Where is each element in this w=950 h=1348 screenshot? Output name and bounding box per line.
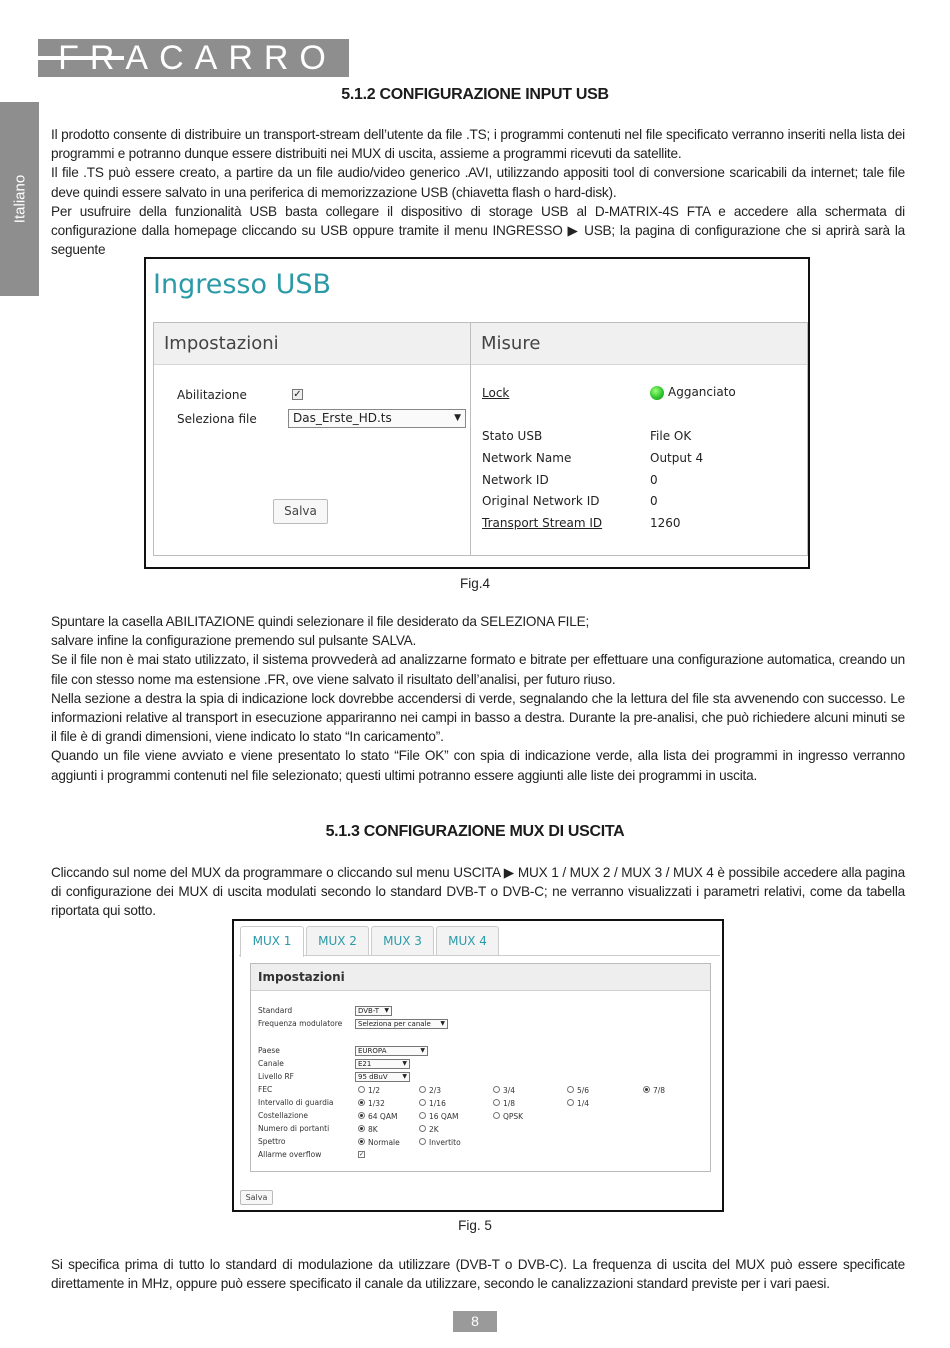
constellation-radio[interactable]: [419, 1112, 426, 1119]
guard-option: 1/16: [429, 1099, 446, 1108]
spectrum-option: Invertito: [429, 1138, 461, 1147]
fec-radio[interactable]: [493, 1086, 500, 1093]
section-heading-usb: 5.1.2 CONFIGURAZIONE INPUT USB: [341, 86, 609, 103]
fec-radio[interactable]: [419, 1086, 426, 1093]
lock-status: Agganciato: [668, 385, 736, 399]
paragraph: salvare infine la configurazione premendo sul pulsante SALVA.: [51, 633, 417, 649]
paragraph: Si specifica prima di tutto lo standard di modulazione da utilizzare (DVB-T o DVB-C). La frequenza di uscita del MUX può essere specificate direttamente in MHz, oppure può essere specificato il canale da utilizzare, secondo le canalizzazioni standard previste per i vari paesi.: [51, 1257, 905, 1292]
rf-level-select[interactable]: [355, 1072, 410, 1082]
brand-logo: [38, 39, 349, 77]
channel-select[interactable]: [355, 1059, 410, 1069]
paragraph: Il file .TS può essere creato, a partire da un file audio/video generico .AVI, utilizzando appositi tool di conversione scaricabili da internet; tale file deve quindi essere salvato in una periferica di memorizzazione USB (chiavetta flash o hard-disk).: [51, 165, 905, 200]
constellation-radio-selected[interactable]: [358, 1112, 365, 1119]
figure-usb-input-screenshot: [144, 257, 810, 569]
standard-value: DVB-T: [358, 1007, 380, 1015]
logo-text: FRACARRO: [58, 39, 337, 77]
channel-value: E21: [358, 1060, 372, 1068]
overflow-label: Allarme overflow: [258, 1150, 322, 1159]
fec-radio-selected[interactable]: [643, 1086, 650, 1093]
guard-option: 1/8: [503, 1099, 516, 1108]
constellation-option: 16 QAM: [429, 1112, 459, 1121]
save-button[interactable]: Salva: [273, 499, 328, 524]
file-select[interactable]: [288, 409, 466, 428]
carriers-option: 8K: [368, 1125, 378, 1134]
language-tab-label: Italiano: [11, 174, 28, 224]
dropdown-arrow-icon: ▼: [440, 1020, 445, 1027]
figure-caption: Fig. 5: [458, 1218, 492, 1233]
guard-radio[interactable]: [567, 1099, 574, 1106]
country-select[interactable]: [355, 1046, 428, 1056]
language-tab: [0, 102, 39, 296]
guard-radio[interactable]: [419, 1099, 426, 1106]
freq-mod-label: Frequenza modulatore: [258, 1019, 343, 1028]
freq-mod-value: Seleziona per canale: [358, 1020, 431, 1028]
mux-settings-panel: [250, 963, 711, 1172]
carriers-radio-selected[interactable]: [358, 1125, 365, 1132]
fec-label: FEC: [258, 1085, 273, 1094]
paragraph: Per usufruire della funzionalità USB basta collegare il dispositivo di storage USB al D-MATRIX-4S FTA e accedere alla schermata di configurazione dalla homepage cliccando su USB oppure tramite il menu INGRESSO ▶ USB; la pagina di configurazione che si aprirà sarà la seguente: [51, 203, 905, 258]
fec-radio[interactable]: [567, 1086, 574, 1093]
settings-header: Impostazioni: [251, 964, 710, 991]
tab-mux-3[interactable]: MUX 3: [371, 926, 434, 956]
standard-label: Standard: [258, 1006, 293, 1015]
instructions-text: [51, 612, 905, 785]
guard-radio[interactable]: [493, 1099, 500, 1106]
paragraph: Spuntare la casella ABILITAZIONE quindi selezionare il file desiderato da SELEZIONA FILE;: [51, 614, 590, 629]
enable-checkbox[interactable]: ✓: [293, 389, 302, 400]
fec-option: 5/6: [577, 1086, 590, 1095]
country-label: Paese: [258, 1046, 280, 1055]
dropdown-arrow-icon: ▼: [384, 1007, 389, 1014]
tab-mux-2[interactable]: MUX 2: [306, 926, 369, 956]
constellation-option: QPSK: [503, 1112, 524, 1121]
lock-link[interactable]: Lock: [482, 386, 510, 400]
guard-label: Intervallo di guardia: [258, 1098, 334, 1107]
figure-caption: Fig.4: [459, 576, 490, 591]
fec-option: 3/4: [503, 1086, 516, 1095]
section-heading-mux: 5.1.3 CONFIGURAZIONE MUX DI USCITA: [325, 823, 625, 840]
measure-value: Output 4: [650, 451, 704, 465]
page-title: Ingresso USB: [153, 269, 331, 300]
settings-header: Impostazioni: [154, 323, 470, 365]
measure-label: Network Name: [482, 451, 572, 465]
measure-value: File OK: [650, 429, 692, 443]
paragraph: Quando un file viene avviato e viene presentato lo stato “File OK” con spia di indicazione verde, alla lista dei programmi in ingresso verranno aggiunti i programmi contenuti nel file selezionato; questi ultimi potranno essere aggiunti alle liste dei programmi in uscita.: [51, 748, 905, 783]
constellation-option: 64 QAM: [368, 1112, 398, 1121]
file-select-value: Das_Erste_HD.ts: [293, 411, 392, 425]
carriers-option: 2K: [429, 1125, 439, 1134]
tab-mux-4[interactable]: MUX 4: [436, 926, 499, 956]
country-value: EUROPA: [358, 1047, 387, 1055]
closing-text: [51, 1255, 905, 1293]
dropdown-arrow-icon: ▼: [402, 1060, 407, 1067]
overflow-checkbox[interactable]: ✓: [359, 1151, 365, 1158]
paragraph: Se il file non è mai stato utilizzato, il sistema provvederà ad analizzarne formato e bitrate per effettuare una configurazione automatica, creando un file con stesso nome ma estensione .FR, ove viene salvato il risultato dell’analisi, per futuro riuso.: [51, 652, 905, 687]
page-number: 8: [453, 1311, 497, 1332]
guard-radio-selected[interactable]: [358, 1099, 365, 1106]
panel-divider: [470, 323, 471, 555]
measure-value: 1260: [650, 516, 681, 530]
fec-radio[interactable]: [358, 1086, 365, 1093]
lock-led-icon: [650, 386, 664, 400]
mux-intro-text: [51, 863, 905, 921]
constellation-radio[interactable]: [493, 1112, 500, 1119]
spectrum-label: Spettro: [258, 1137, 286, 1146]
measure-label: Original Network ID: [482, 494, 600, 508]
tab-mux-1[interactable]: MUX 1: [240, 926, 304, 957]
measure-value: 0: [650, 473, 658, 487]
dropdown-arrow-icon: ▼: [402, 1073, 407, 1080]
fec-option: 1/2: [368, 1086, 381, 1095]
spectrum-option: Normale: [368, 1138, 400, 1147]
paragraph: Cliccando sul nome del MUX da programmare o cliccando sul menu USCITA ▶ MUX 1 / MUX 2 / MUX 3 / MUX 4 è possibile accedere alla pagina di configurazione dei MUX di uscita modulati secondo lo standard DVB-T o DVB-C; ne verranno visualizzati i parametri relativi, come da tabella riportata qui sotto.: [51, 865, 905, 919]
dropdown-arrow-icon: ▼: [420, 1047, 425, 1054]
fec-option: 2/3: [429, 1086, 442, 1095]
freq-mod-select[interactable]: [355, 1019, 448, 1029]
measures-header: Misure: [471, 323, 807, 365]
paragraph: Nella sezione a destra la spia di indicazione lock dovrebbe accendersi di verde, segnalando che la lettura del file sta avvenendo con successo. Le informazioni relative al transport in esecuzione appariranno nei campi in basso a destra. Durante la pre-analisi, che può richiedere alcuni minuti se il file è di grandi dimensioni, viene indicato lo stato “In caricamento”.: [51, 690, 905, 745]
measure-value: 0: [650, 494, 658, 508]
measure-label: Stato USB: [482, 429, 543, 443]
carriers-label: Numero di portanti: [258, 1124, 330, 1133]
save-button[interactable]: Salva: [240, 1190, 273, 1205]
dropdown-arrow-icon: ▼: [454, 413, 461, 423]
paragraph: Il prodotto consente di distribuire un transport-stream dell’utente da file .TS; i programmi contenuti nel file specificato verranno inseriti nella lista dei programmi e potranno dunque essere distribuiti nei MUX di uscita, assieme a programmi ricevuti da satellite.: [51, 127, 905, 162]
usb-settings-panel: [153, 322, 808, 556]
guard-option: 1/4: [577, 1099, 590, 1108]
constellation-label: Costellazione: [258, 1111, 309, 1120]
measure-label: Network ID: [482, 473, 549, 487]
carriers-radio[interactable]: [419, 1125, 426, 1132]
spectrum-radio[interactable]: [419, 1138, 426, 1145]
rf-level-value: 95 dBuV: [358, 1073, 388, 1081]
fec-option: 7/8: [653, 1086, 666, 1095]
standard-select[interactable]: [355, 1006, 392, 1016]
guard-option: 1/32: [368, 1099, 385, 1108]
file-label: Seleziona file: [177, 412, 257, 426]
transport-stream-id-link[interactable]: Transport Stream ID: [482, 516, 603, 530]
tabs-divider: [239, 955, 720, 956]
enable-label: Abilitazione: [177, 388, 247, 402]
spectrum-radio-selected[interactable]: [358, 1138, 365, 1145]
rf-level-label: Livello RF: [258, 1072, 294, 1081]
intro-text: [51, 125, 905, 259]
figure-mux-screenshot: [232, 919, 724, 1212]
channel-label: Canale: [258, 1059, 284, 1068]
